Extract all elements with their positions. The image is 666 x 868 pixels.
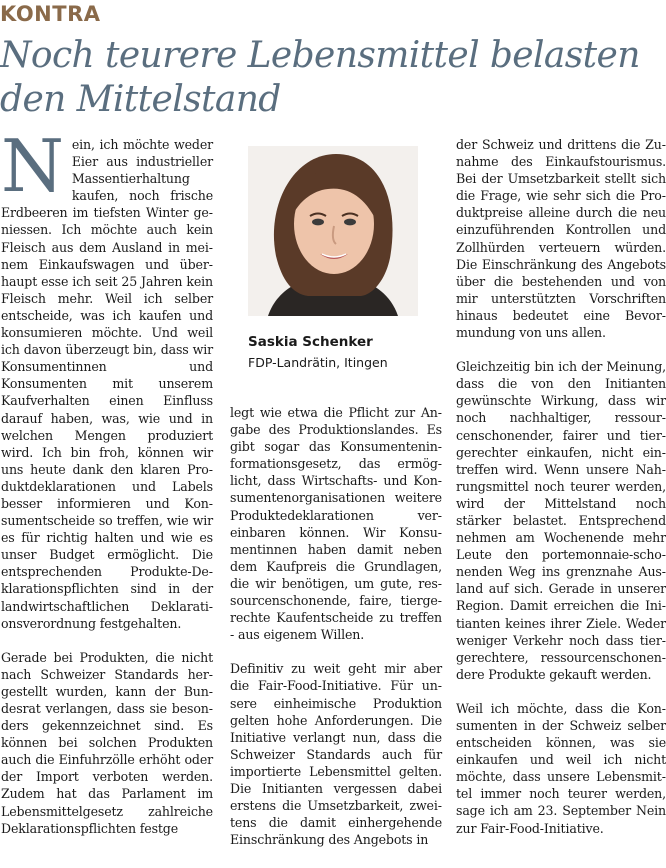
paragraph: der Schweiz und drittens die Zunahme des Einkaufstourismus. Bei der Umsetzbarkeit stellt sich die Frage, wie sehr sich die Produktpreise alleine durch die neu einzuführenden Kontrollen und Zollhürden verteuern würden. Die Einschränkung des Angebots über die bestehenden und von mir unterstützten Vorschriften hinaus bedeutet eine Bevormundung von uns allen.	[456, 137, 666, 341]
author-role: FDP-Landrätin, Itingen	[248, 355, 388, 370]
paragraph: Gleichzeitig bin ich der Meinung, dass die von den Initianten gewünschte Wirkung, dass wir noch nachhaltiger, ressourcenschonender, fairer und tiergerechter einkaufen, nicht eintreffen wird. Wenn unsere Nahrungsmittel noch teurer werden, wird der Mittelstand noch stärker belastet. Entsprechend nehmen am Wochenende mehr Leute den portemonnaie-schonenden Weg ins grenznahe Ausland auf sich. Gerade in unserer Region. Damit erreichen die Initianten keines ihrer Ziele. Weder weniger Verkehr noch dass tiergerechtere, ressourcenschonendere Produkte gekauft werden.	[456, 359, 666, 682]
dropcap-letter: N	[1, 124, 64, 208]
paragraph: Weil ich möchte, dass die Konsumenten in der Schweiz selber entscheiden können, was sie einkaufen und weil ich nicht möchte, dass unsere Lebensmittel immer noch teurer werden, sage ich am 23. September Nein zur Fair-Food-Initiative.	[456, 700, 666, 836]
paragraph	[1, 124, 213, 632]
kicker-label: KONTRA	[0, 2, 101, 26]
article-column-2	[230, 404, 442, 865]
paragraph: legt wie etwa die Pflicht zur Angabe des Produktionslandes. Es gibt sogar das Konsumenteninformationsgesetz, das ermöglicht, dass Wirtschafts- und Konsumentenorganisationen weitere Produktedeklarationen vereinbaren können. Wir Konsumentinnen haben damit neben dem Kaufpreis die Grundlagen, die wir benötigen, um gute, ressourcenschonende, faire, tiergerechte Kaufentscheide zu treffen - aus eigenem Willen.	[230, 405, 442, 643]
author-portrait	[248, 146, 418, 316]
paragraph: Gerade bei Produkten, die nicht nach Schweizer Standards hergestellt wurden, kann der Bundesrat verlangen, dass sie besonders gekennzeichnet sind. Es können bei solchen Produkten auch die Einfuhrzölle erhöht oder der Import verboten werden. Zudem hat das Parlament im Lebensmittelgesetz zahlreiche Deklarationspflichten festge	[1, 649, 213, 836]
author-name: Saskia Schenker	[248, 334, 373, 350]
article-column-3	[456, 136, 666, 854]
article-headline: Noch teurere Lebensmittel belasten den Mittelstand	[0, 35, 640, 120]
article-column-1	[1, 124, 213, 854]
portrait-photo-icon	[248, 146, 418, 316]
paragraph-text: ein, ich möchte weder Eier aus industrieller Massentierhaltung kaufen, noch frische Erdbeeren im tiefsten Winter geniessen. Ich möchte auch kein Fleisch aus dem Ausland in meinem Einkaufswagen und überhaupt esse ich seit 25 Jahren kein Fleisch mehr. Weil ich selber entscheide, was ich kaufen und konsumieren möchte. Und weil ich davon überzeugt bin, dass wir Konsumentinnen und Konsumenten mit unserem Kaufverhalten einen Einfluss darauf haben, was, wie und in welchen Mengen produziert wird. Ich bin froh, können wir uns heute dank den klaren Produktdeklarationen und Labels besser informieren und Konsumentscheide so treffen, wie wir es für richtig halten und wie es unser Budget ermöglicht. Die entsprechenden Produkte-Deklarationspflichten sind in der landwirtschaftlichen Deklarationsverordnung festgehalten.	[1, 137, 213, 631]
paragraph: Definitiv zu weit geht mir aber die Fair-Food-Initiative. Für unsere einheimische Produktion gelten hohe Anforderungen. Die Initiative verlangt nun, dass die Schweizer Standards auch für importierte Lebensmittel gelten. Die Initianten vergessen dabei erstens die Umsetzbarkeit, zweitens die damit einhergehende Einschränkung des Angebots in	[230, 661, 442, 848]
